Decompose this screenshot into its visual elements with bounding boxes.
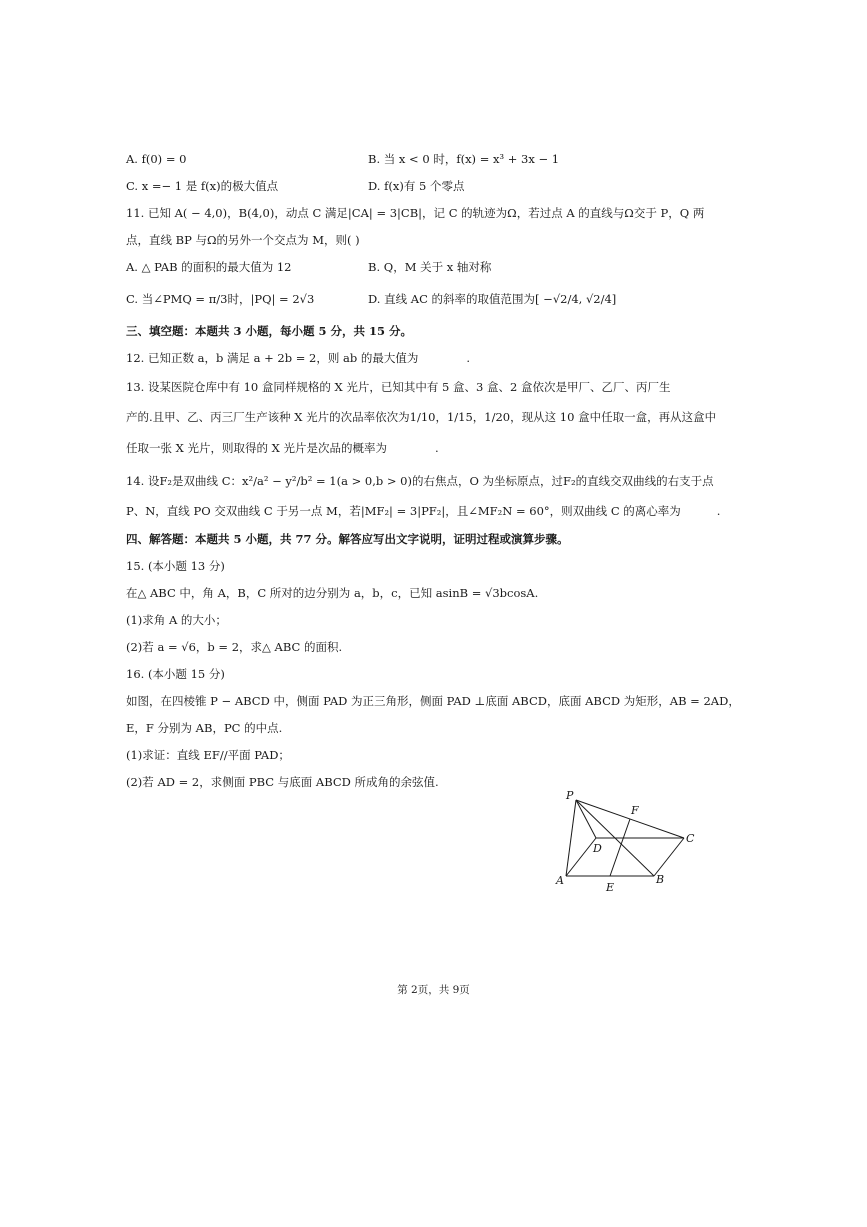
- q13-text: 任取一张 X 光片，则取得的 X 光片是次品的概率为: [126, 441, 387, 455]
- q14-line1: 14. 设F₂是双曲线 C：x²/a² − y²/b² = 1(a > 0,b > 0)的右焦点，O 为坐标原点，过F₂的直线交双曲线的右支于点: [126, 474, 714, 488]
- q13-line3: [126, 440, 439, 456]
- q10-option-d: D. f(x)有 5 个零点: [368, 179, 465, 193]
- q11-option-c: C. 当∠PMQ = π/3时，|PQ| = 2√3: [126, 292, 315, 306]
- q13-line2: 产的.且甲、乙、丙三厂生产该种 X 光片的次品率依次为1/10，1/15，1/20，现从这 10 盒中任取一盒，再从这盒中: [126, 410, 717, 424]
- label-p: P: [566, 789, 574, 802]
- q16-stem-line1: 如图，在四棱锥 P − ABCD 中，侧面 PAD 为正三角形，侧面 PAD ⊥底面 ABCD，底面 ABCD 为矩形，AB = 2AD，: [126, 694, 740, 708]
- label-e: E: [606, 881, 615, 894]
- section-4-heading: 四、解答题：本题共 5 小题，共 77 分。解答应写出文字说明，证明过程或演算步骤。: [126, 532, 569, 546]
- q14-text: P、N，直线 PO 交双曲线 C 于另一点 M，若|MF₂| = 3|PF₂|，且∠MF₂N = 60°，则双曲线 C 的离心率为: [126, 504, 681, 518]
- q13-end: .: [435, 441, 439, 455]
- edge-bc: [654, 838, 684, 876]
- label-c: C: [686, 832, 695, 845]
- q10-option-c: C. x =− 1 是 f(x)的极大值点: [126, 179, 279, 193]
- q11-option-d: D. 直线 AC 的斜率的取值范围为[ −√2/4, √2/4]: [368, 292, 617, 306]
- q16-heading: 16. (本小题 15 分): [126, 667, 225, 681]
- label-b: B: [656, 873, 665, 886]
- q12-text: 12. 已知正数 a，b 满足 a + 2b = 2，则 ab 的最大值为: [126, 351, 419, 365]
- q11-stem-line2: 点，直线 BP 与Ω的另外一个交点为 M，则( ): [126, 233, 360, 247]
- q10-option-a: A. f(0) = 0: [126, 152, 187, 166]
- q16-part2: (2)若 AD = 2，求侧面 PBC 与底面 ABCD 所成角的余弦值.: [126, 775, 439, 789]
- q13-line1: 13. 设某医院仓库中有 10 盒同样规格的 X 光片，已知其中有 5 盒、3 盒、2 盒依次是甲厂、乙厂、丙厂生: [126, 380, 671, 394]
- label-f: F: [631, 804, 639, 817]
- section-3-heading: 三、填空题：本题共 3 小题，每小题 5 分，共 15 分。: [126, 324, 413, 338]
- q10-option-b: B. 当 x < 0 时，f(x) = x³ + 3x − 1: [368, 152, 560, 166]
- q15-part1: (1)求角 A 的大小；: [126, 613, 227, 627]
- q16-part1: (1)求证：直线 EF//平面 PAD；: [126, 748, 290, 762]
- q14-line2: [126, 503, 720, 519]
- q15-part2: (2)若 a = √6，b = 2，求△ ABC 的面积.: [126, 640, 343, 654]
- page-footer: 第 2页，共 9页: [397, 984, 470, 996]
- q16-stem-line2: E，F 分别为 AB，PC 的中点.: [126, 721, 283, 735]
- q12-line: [126, 350, 470, 366]
- q11-stem-line1: 11. 已知 A( − 4,0)，B(4,0)，动点 C 满足|CA| = 3|CB|，记 C 的轨迹为Ω，若过点 A 的直线与Ω交于 P，Q 两: [126, 206, 705, 220]
- segment-ef: [610, 819, 630, 876]
- q11-option-a: A. △ PAB 的面积的最大值为 12: [126, 260, 292, 274]
- q12-end: .: [466, 351, 471, 365]
- q14-end: .: [716, 504, 721, 518]
- label-a: A: [556, 874, 564, 887]
- q11-option-b: B. Q，M 关于 x 轴对称: [368, 260, 492, 274]
- pyramid-figure: [548, 788, 698, 898]
- label-d: D: [593, 842, 602, 855]
- q15-stem: 在△ ABC 中，角 A，B，C 所对的边分别为 a，b，c，已知 asinB = √3bcosA.: [126, 586, 539, 600]
- q15-heading: 15. (本小题 13 分): [126, 559, 225, 573]
